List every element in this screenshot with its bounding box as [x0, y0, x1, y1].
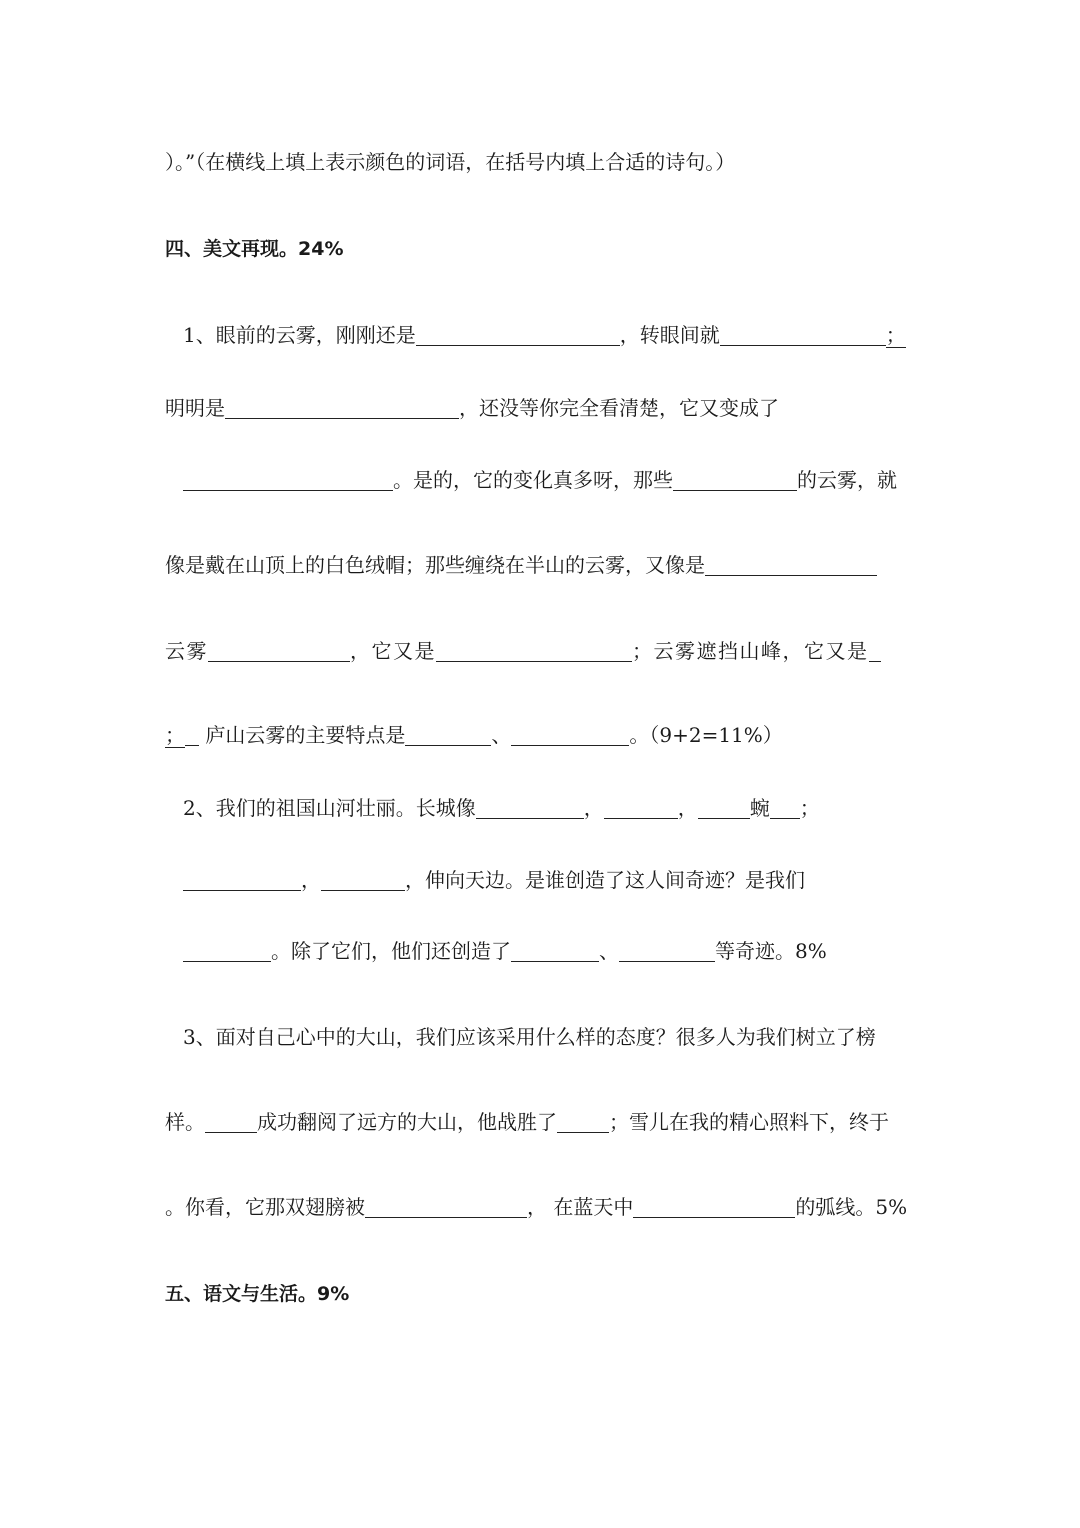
question-1-line-4: 像是戴在山顶上的白色绒帽；那些缠绕在半山的云雾，又像是: [165, 550, 917, 580]
blank[interactable]: [365, 1197, 527, 1218]
question-1-line-3: 。是的，它的变化真多呀，那些 的云雾，就: [165, 465, 917, 495]
blank[interactable]: [183, 870, 301, 891]
blank[interactable]: [183, 941, 271, 962]
section-heading-5: 五、语文与生活。9%: [165, 1283, 350, 1305]
blank[interactable]: [720, 325, 886, 346]
question-2-line-1: 2、我们的祖国山河壮丽。长城像 ， ， 蜿 ；: [183, 796, 820, 820]
blank[interactable]: [208, 641, 350, 662]
blank[interactable]: [511, 725, 629, 746]
blank[interactable]: [869, 641, 881, 662]
blank[interactable]: [557, 1112, 609, 1133]
question-3-line-1: 3、面对自己心中的大山，我们应该采用什么样的态度？很多人为我们树立了榜: [183, 1025, 876, 1049]
question-1-line-5: 云雾 ，它又是 ；云雾遮挡山峰，它又是: [165, 636, 917, 666]
blank[interactable]: [604, 798, 678, 819]
blank[interactable]: [698, 798, 750, 819]
question-3-line-3: 。你看，它那双翅膀被 ， 在蓝天中 的弧线。5%: [165, 1195, 908, 1219]
section-heading-4: 四、美文再现。24%: [165, 238, 344, 260]
question-2-line-2: ， ，伸向天边。是谁创造了这人间奇迹？是我们: [165, 865, 917, 895]
blank[interactable]: [770, 798, 800, 819]
blank[interactable]: [183, 470, 393, 491]
blank[interactable]: [633, 1197, 795, 1218]
question-1-line-2: 明明是 ，还没等你完全看清楚，它又变成了: [165, 396, 779, 420]
question-3-line-2: 样。 成功翻阅了远方的大山，他战胜了 ；雪儿在我的精心照料下，终于: [165, 1110, 889, 1134]
question-2-line-3: 。除了它们，他们还创造了 、 等奇迹。8%: [165, 936, 917, 966]
blank[interactable]: [476, 798, 584, 819]
blank[interactable]: [205, 1112, 257, 1133]
blank[interactable]: [705, 555, 877, 576]
blank[interactable]: [436, 641, 632, 662]
question-1-line-1: 1、眼前的云雾，刚刚还是 ，转眼间就 ；: [183, 323, 906, 347]
blank[interactable]: [321, 870, 405, 891]
blank[interactable]: [225, 398, 459, 419]
blank[interactable]: [511, 941, 599, 962]
question-1-line-6: ； 庐山云雾的主要特点是 、 。（9+2=11%）: [165, 723, 783, 747]
blank[interactable]: [416, 325, 620, 346]
instruction-line: ）。”（在横线上填上表示颜色的词语，在括号内填上合适的诗句。）: [165, 150, 736, 174]
blank[interactable]: [185, 725, 199, 746]
blank[interactable]: [405, 725, 491, 746]
blank[interactable]: [619, 941, 715, 962]
blank[interactable]: [673, 470, 797, 491]
